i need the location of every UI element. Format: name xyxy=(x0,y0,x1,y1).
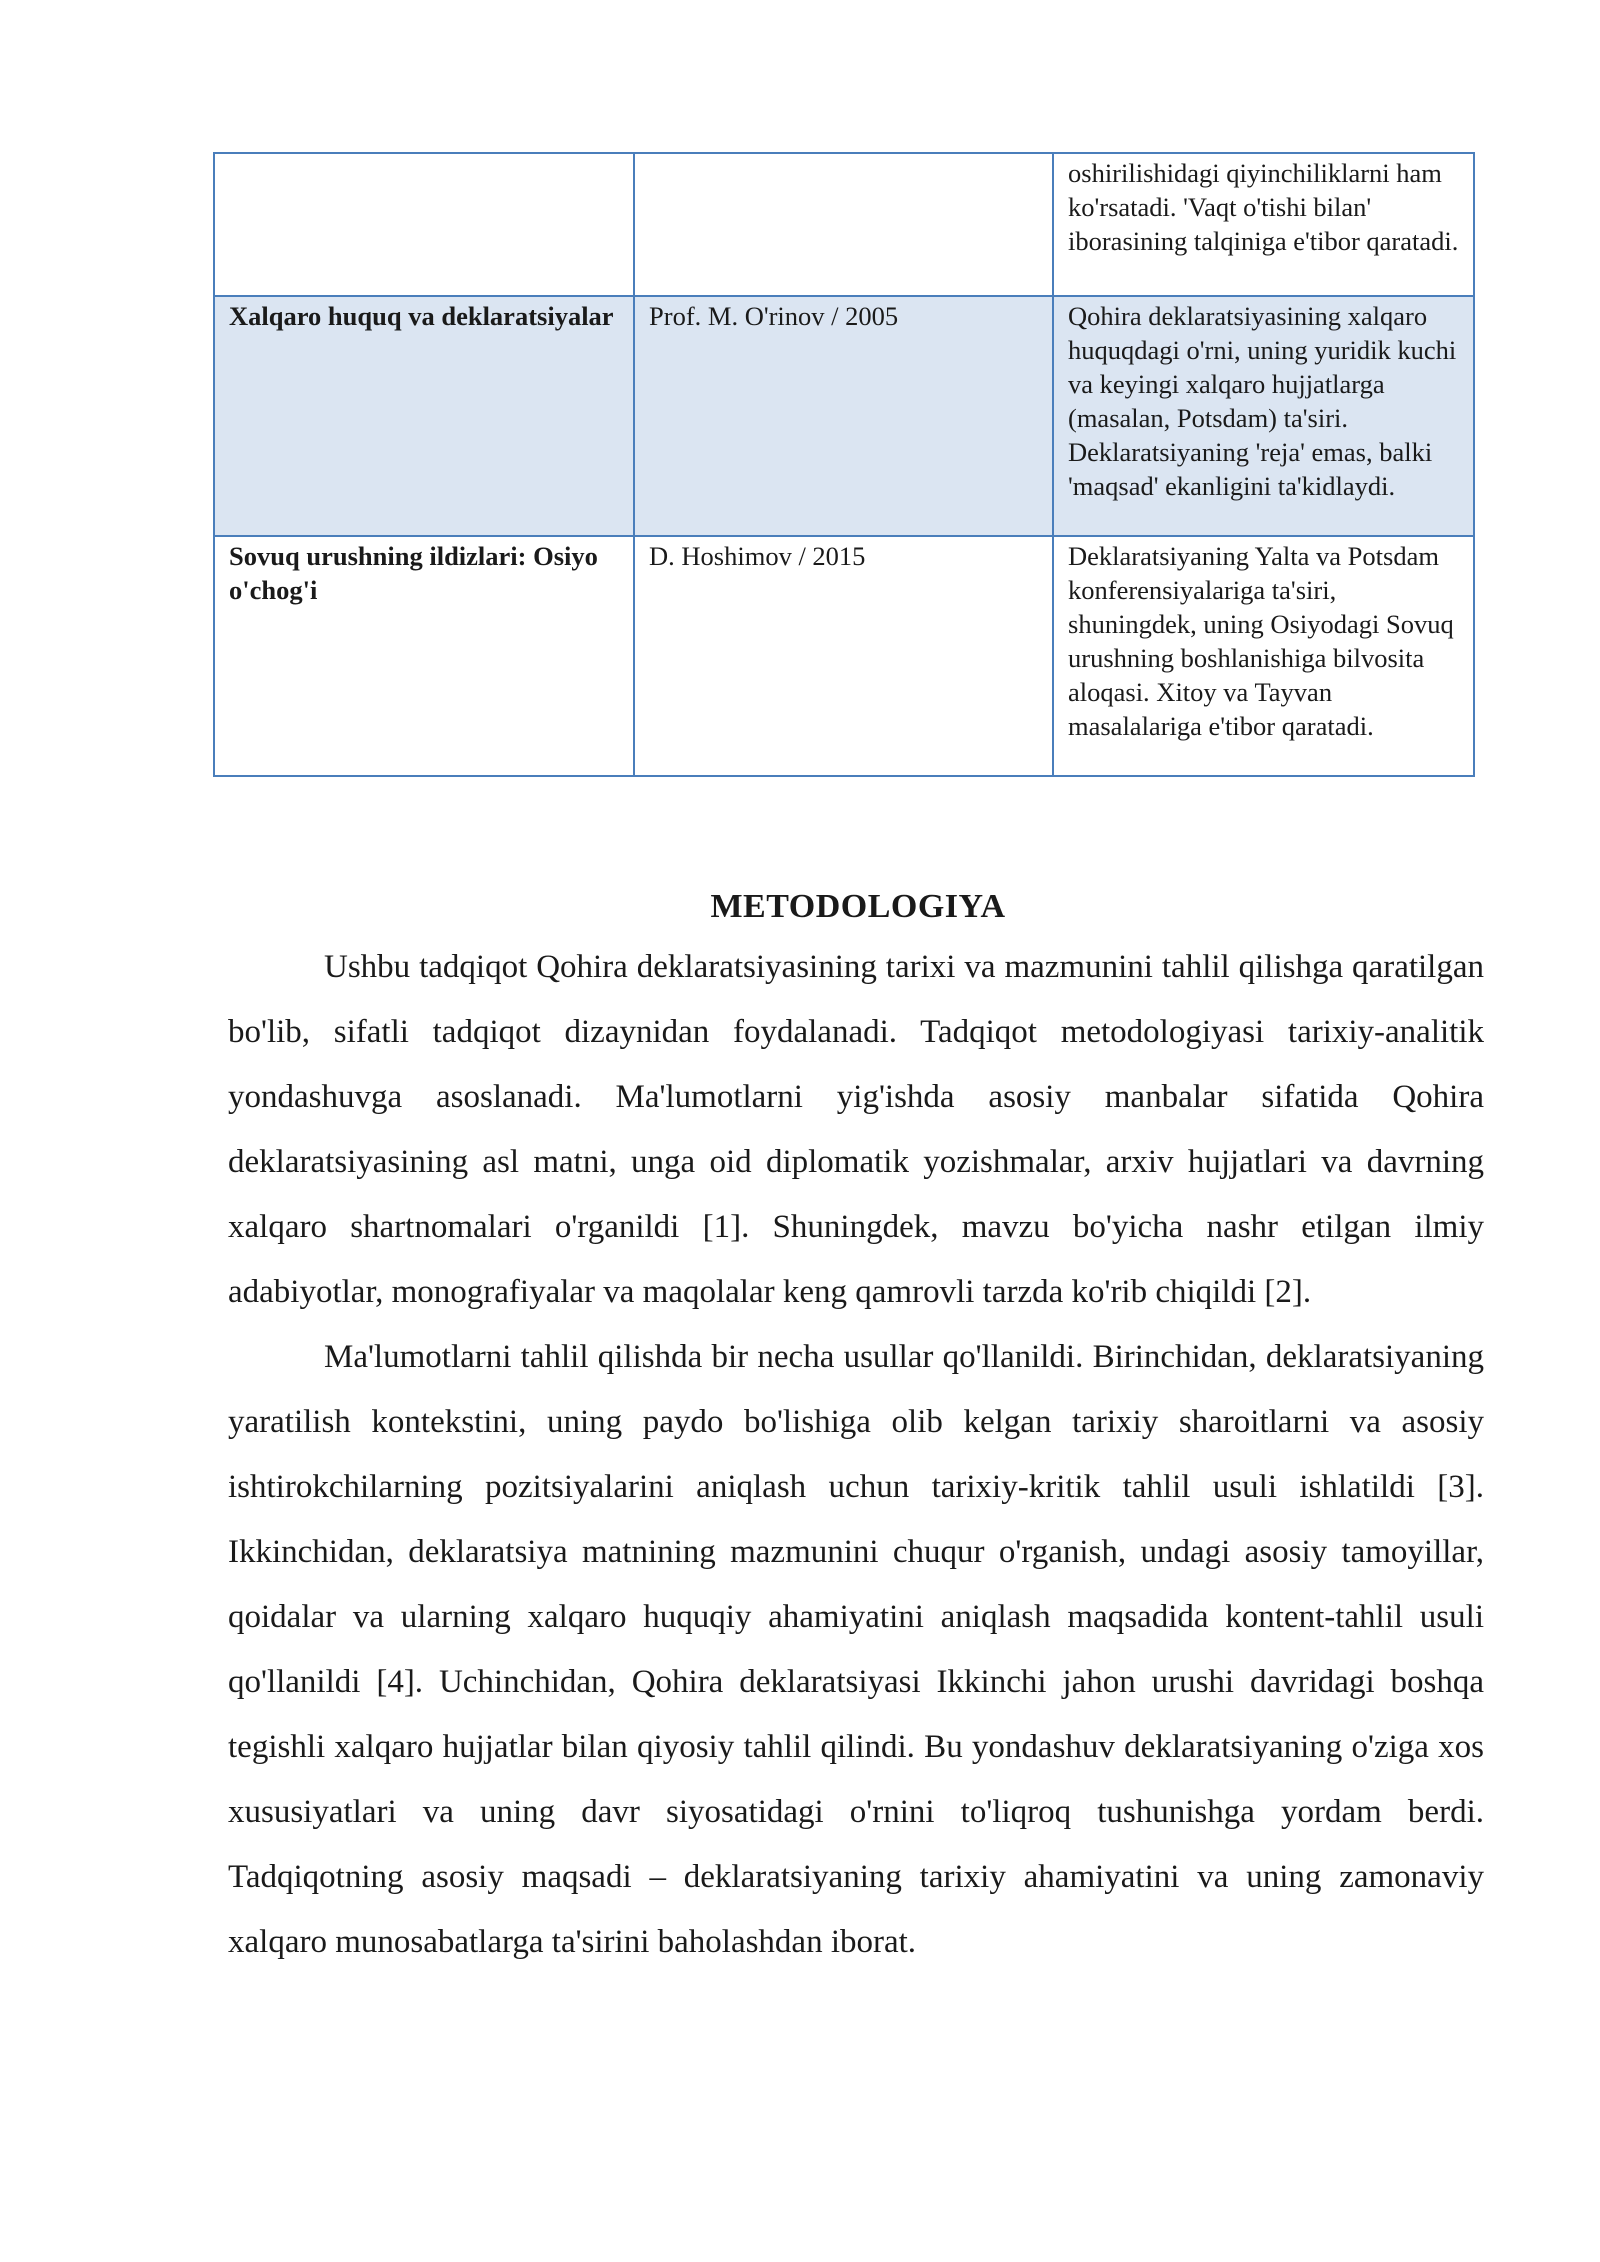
literature-table xyxy=(213,152,1475,777)
section-body xyxy=(228,935,1484,1975)
table-row xyxy=(214,536,1474,776)
table-cell-author xyxy=(634,153,1053,296)
table-row xyxy=(214,296,1474,536)
table-cell-description: Deklaratsiyaning Yalta va Potsdam konferensiyalariga ta'siri, shuningdek, uning Osiyodagi Sovuq urushning boshlanishiga bilvosita aloqasi. Xitoy va Tayvan masalalariga e'tibor qaratadi. xyxy=(1053,536,1474,776)
table-cell-description: Qohira deklaratsiyasining xalqaro huquqdagi o'rni, uning yuridik kuchi va keyingi xalqaro hujjatlarga (masalan, Potsdam) ta'siri. Deklaratsiyaning 'reja' emas, balki 'maqsad' ekanligini ta'kidlaydi. xyxy=(1053,296,1474,536)
table-cell-author: D. Hoshimov / 2015 xyxy=(634,536,1053,776)
table-cell-topic: Xalqaro huquq va deklaratsiyalar xyxy=(214,296,634,536)
table-cell-author: Prof. M. O'rinov / 2005 xyxy=(634,296,1053,536)
table-cell-topic xyxy=(214,153,634,296)
table-cell-topic: Sovuq urushning ildizlari: Osiyo o'chog'i xyxy=(214,536,634,776)
table-row xyxy=(214,153,1474,296)
section-heading: METODOLOGIYA xyxy=(710,888,1006,926)
table-cell-description: oshirilishidagi qiyinchiliklarni ham ko'rsatadi. 'Vaqt o'tishi bilan' iborasining talqiniga e'tibor qaratadi. xyxy=(1053,153,1474,296)
paragraph: Ma'lumotlarni tahlil qilishda bir necha usullar qo'llanildi. Birinchidan, deklaratsiyaning yaratilish kontekstini, uning paydo bo'lishiga olib kelgan tarixiy sharoitlarni va asosiy ishtirokchilarning pozitsiyalarini aniqlash uchun tarixiy-kritik tahlil usuli ishlatildi [3]. Ikkinchidan, deklaratsiya matnining mazmunini chuqur o'rganish, undagi asosiy tamoyillar, qoidalar va ularning xalqaro huquqiy ahamiyatini aniqlash maqsadida kontent-tahlil usuli qo'llanildi [4]. Uchinchidan, Qohira deklaratsiyasi Ikkinchi jahon urushi davridagi boshqa tegishli xalqaro hujjatlar bilan qiyosiy tahlil qilindi. Bu yondashuv deklaratsiyaning o'ziga xos xususiyatlari va uning davr siyosatidagi o'rnini to'liqroq tushunishga yordam berdi. Tadqiqotning asosiy maqsadi – deklaratsiyaning tarixiy ahamiyatini va uning zamonaviy xalqaro munosabatlarga ta'sirini baholashdan iborat. xyxy=(228,1339,1484,1960)
paragraph: Ushbu tadqiqot Qohira deklaratsiyasining tarixi va mazmunini tahlil qilishga qaratilgan bo'lib, sifatli tadqiqot dizaynidan foydalanadi. Tadqiqot metodologiyasi tarixiy-analitik yondashuvga asoslanadi. Ma'lumotlarni yig'ishda asosiy manbalar sifatida Qohira deklaratsiyasining asl matni, unga oid diplomatik yozishmalar, arxiv hujjatlari va davrning xalqaro shartnomalari o'rganildi [1]. Shuningdek, mavzu bo'yicha nashr etilgan ilmiy adabiyotlar, monografiyalar va maqolalar keng qamrovli tarzda ko'rib chiqildi [2]. xyxy=(228,949,1484,1310)
